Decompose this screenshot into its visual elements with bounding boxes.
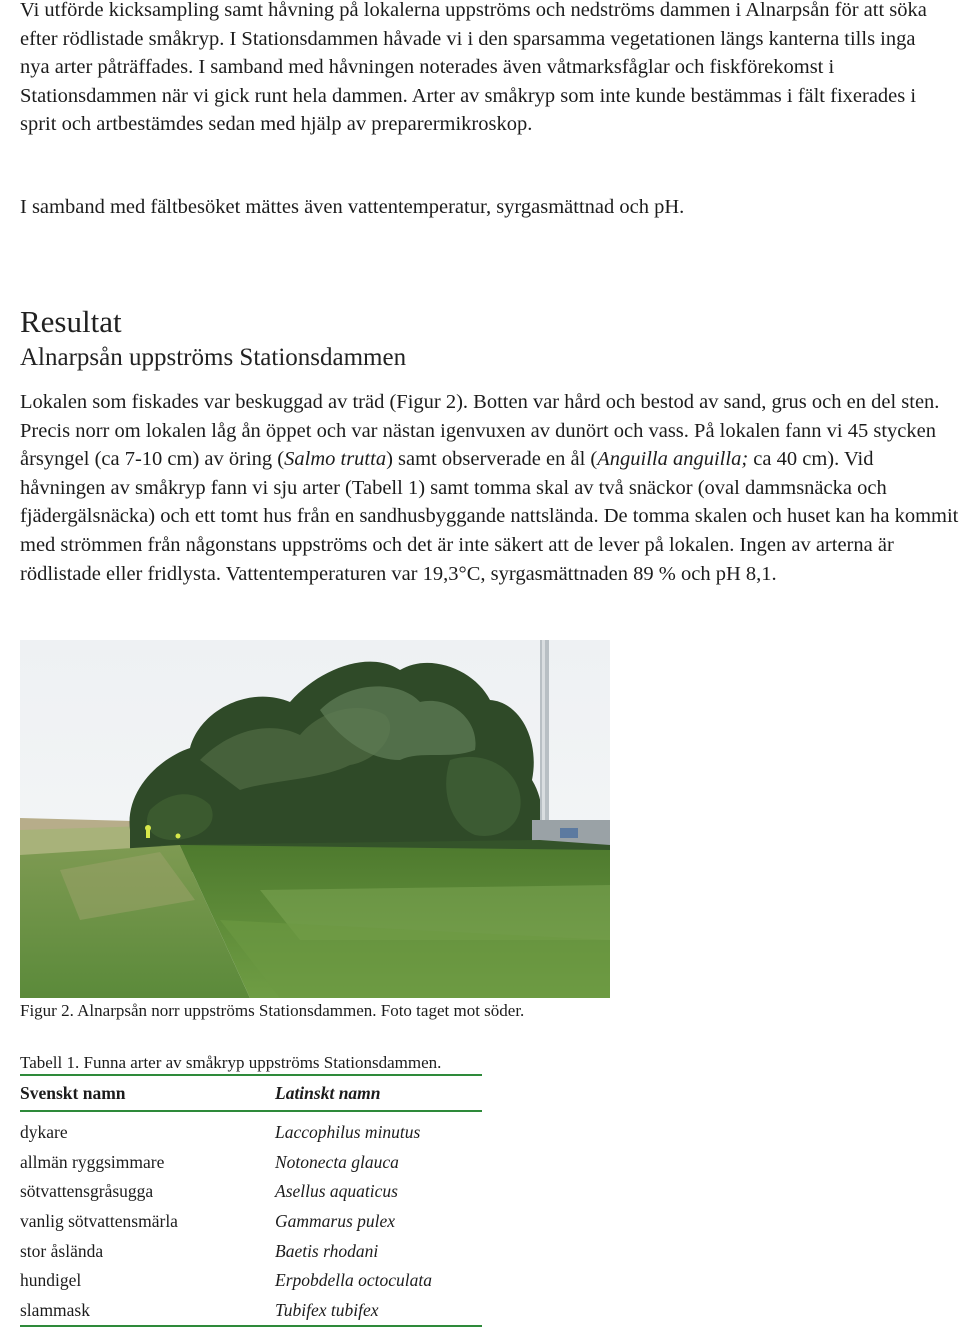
latin-name-cell: Asellus aquaticus bbox=[275, 1181, 398, 1202]
swedish-name-cell: hundigel bbox=[20, 1270, 82, 1291]
results-text-1: Lokalen som fiskades var beskuggad av träd (Figur 2). Botten var hård och bestod av sand, grus och en del sten. Precis norr om lokalen låg ån öppet och var nästan igenvuxen av dunört och vass. På lokalen fann vi 45 stycken årsyngel (ca 7-10 cm) av öring ( bbox=[20, 391, 940, 471]
swedish-name-cell: vanlig sötvattensmärla bbox=[20, 1211, 178, 1232]
site-subheading: Alnarpsån uppströms Stationsdammen bbox=[20, 344, 407, 371]
results-paragraph bbox=[20, 388, 960, 588]
column-header-latin: Latinskt namn bbox=[275, 1075, 482, 1111]
salmo-trutta-name: Salmo trutta bbox=[284, 448, 387, 471]
results-text-3: ca 40 cm). Vid håvningen av småkryp fann vi sju arter (Tabell 1) samt tomma skal av två snäckor (oval dammsnäcka och fjädergälsnäcka) och ett tomt hus från en sandhusbyggande nattslända. De tomma skalen och huset kan ha kommit med strömmen från någonstans uppströms och det är inte säkert att de lever på lokalen. Ingen av arterna är rödlistade eller fridlysta. Vattentemperaturen var 19,3°C, syrgasmättnaden 89 % och pH 8,1. bbox=[20, 448, 959, 585]
table-row bbox=[20, 1177, 482, 1207]
latin-name-cell: Tubifex tubifex bbox=[275, 1296, 482, 1327]
swedish-name-cell: dykare bbox=[20, 1122, 68, 1143]
swedish-name-cell: sötvattensgråsugga bbox=[20, 1181, 154, 1202]
latin-name-cell: Gammarus pulex bbox=[275, 1211, 396, 1232]
table-header-row bbox=[20, 1075, 482, 1111]
column-header-swedish: Svenskt namn bbox=[20, 1075, 275, 1111]
table-row bbox=[20, 1148, 482, 1178]
site-photo bbox=[20, 640, 610, 998]
results-text-2: ) samt observerade en ål ( bbox=[386, 448, 598, 471]
table-row bbox=[20, 1236, 482, 1266]
methods-paragraph: Vi utförde kicksampling samt håvning på lokalerna uppströms och nedströms dammen i Alnarpsån för att söka efter rödlistade småkryp. I Stationsdammen håvade vi i den sparsamma vegetationen längs kanterna tills inga nya arter påträffades. I samband med håvningen noterades även våtmarksfåglar och fiskförekomst i Stationsdammen när vi gick runt hela dammen. Arter av småkryp som inte kunde bestämmas i fält fixerades i sprit och artbestämdes sedan med hjälp av preparermikroskop. bbox=[20, 0, 927, 136]
swedish-name-cell: allmän ryggsimmare bbox=[20, 1151, 165, 1172]
latin-name-cell: Laccophilus minutus bbox=[275, 1122, 421, 1143]
measurements-paragraph: I samband med fältbesöket mättes även vattentemperatur, syrgasmättnad och pH. bbox=[20, 196, 685, 218]
anguilla-name: Anguilla anguilla; bbox=[597, 448, 749, 471]
figure-caption: Figur 2. Alnarpsån norr uppströms Stationsdammen. Foto taget mot söder. bbox=[20, 1001, 525, 1020]
table-row bbox=[20, 1266, 482, 1296]
table-row bbox=[20, 1111, 482, 1148]
latin-name-cell: Notonecta glauca bbox=[275, 1151, 399, 1172]
swedish-name-cell: stor åslända bbox=[20, 1240, 104, 1261]
results-heading: Resultat bbox=[20, 304, 122, 339]
latin-name-cell: Erpobdella octoculata bbox=[275, 1270, 432, 1291]
table-row bbox=[20, 1296, 482, 1327]
table-caption: Tabell 1. Funna arter av småkryp uppströms Stationsdammen. bbox=[20, 1053, 442, 1072]
latin-name-cell: Baetis rhodani bbox=[275, 1240, 379, 1261]
swedish-name-cell: slammask bbox=[20, 1296, 275, 1327]
table-row bbox=[20, 1207, 482, 1237]
species-table bbox=[20, 1074, 482, 1327]
